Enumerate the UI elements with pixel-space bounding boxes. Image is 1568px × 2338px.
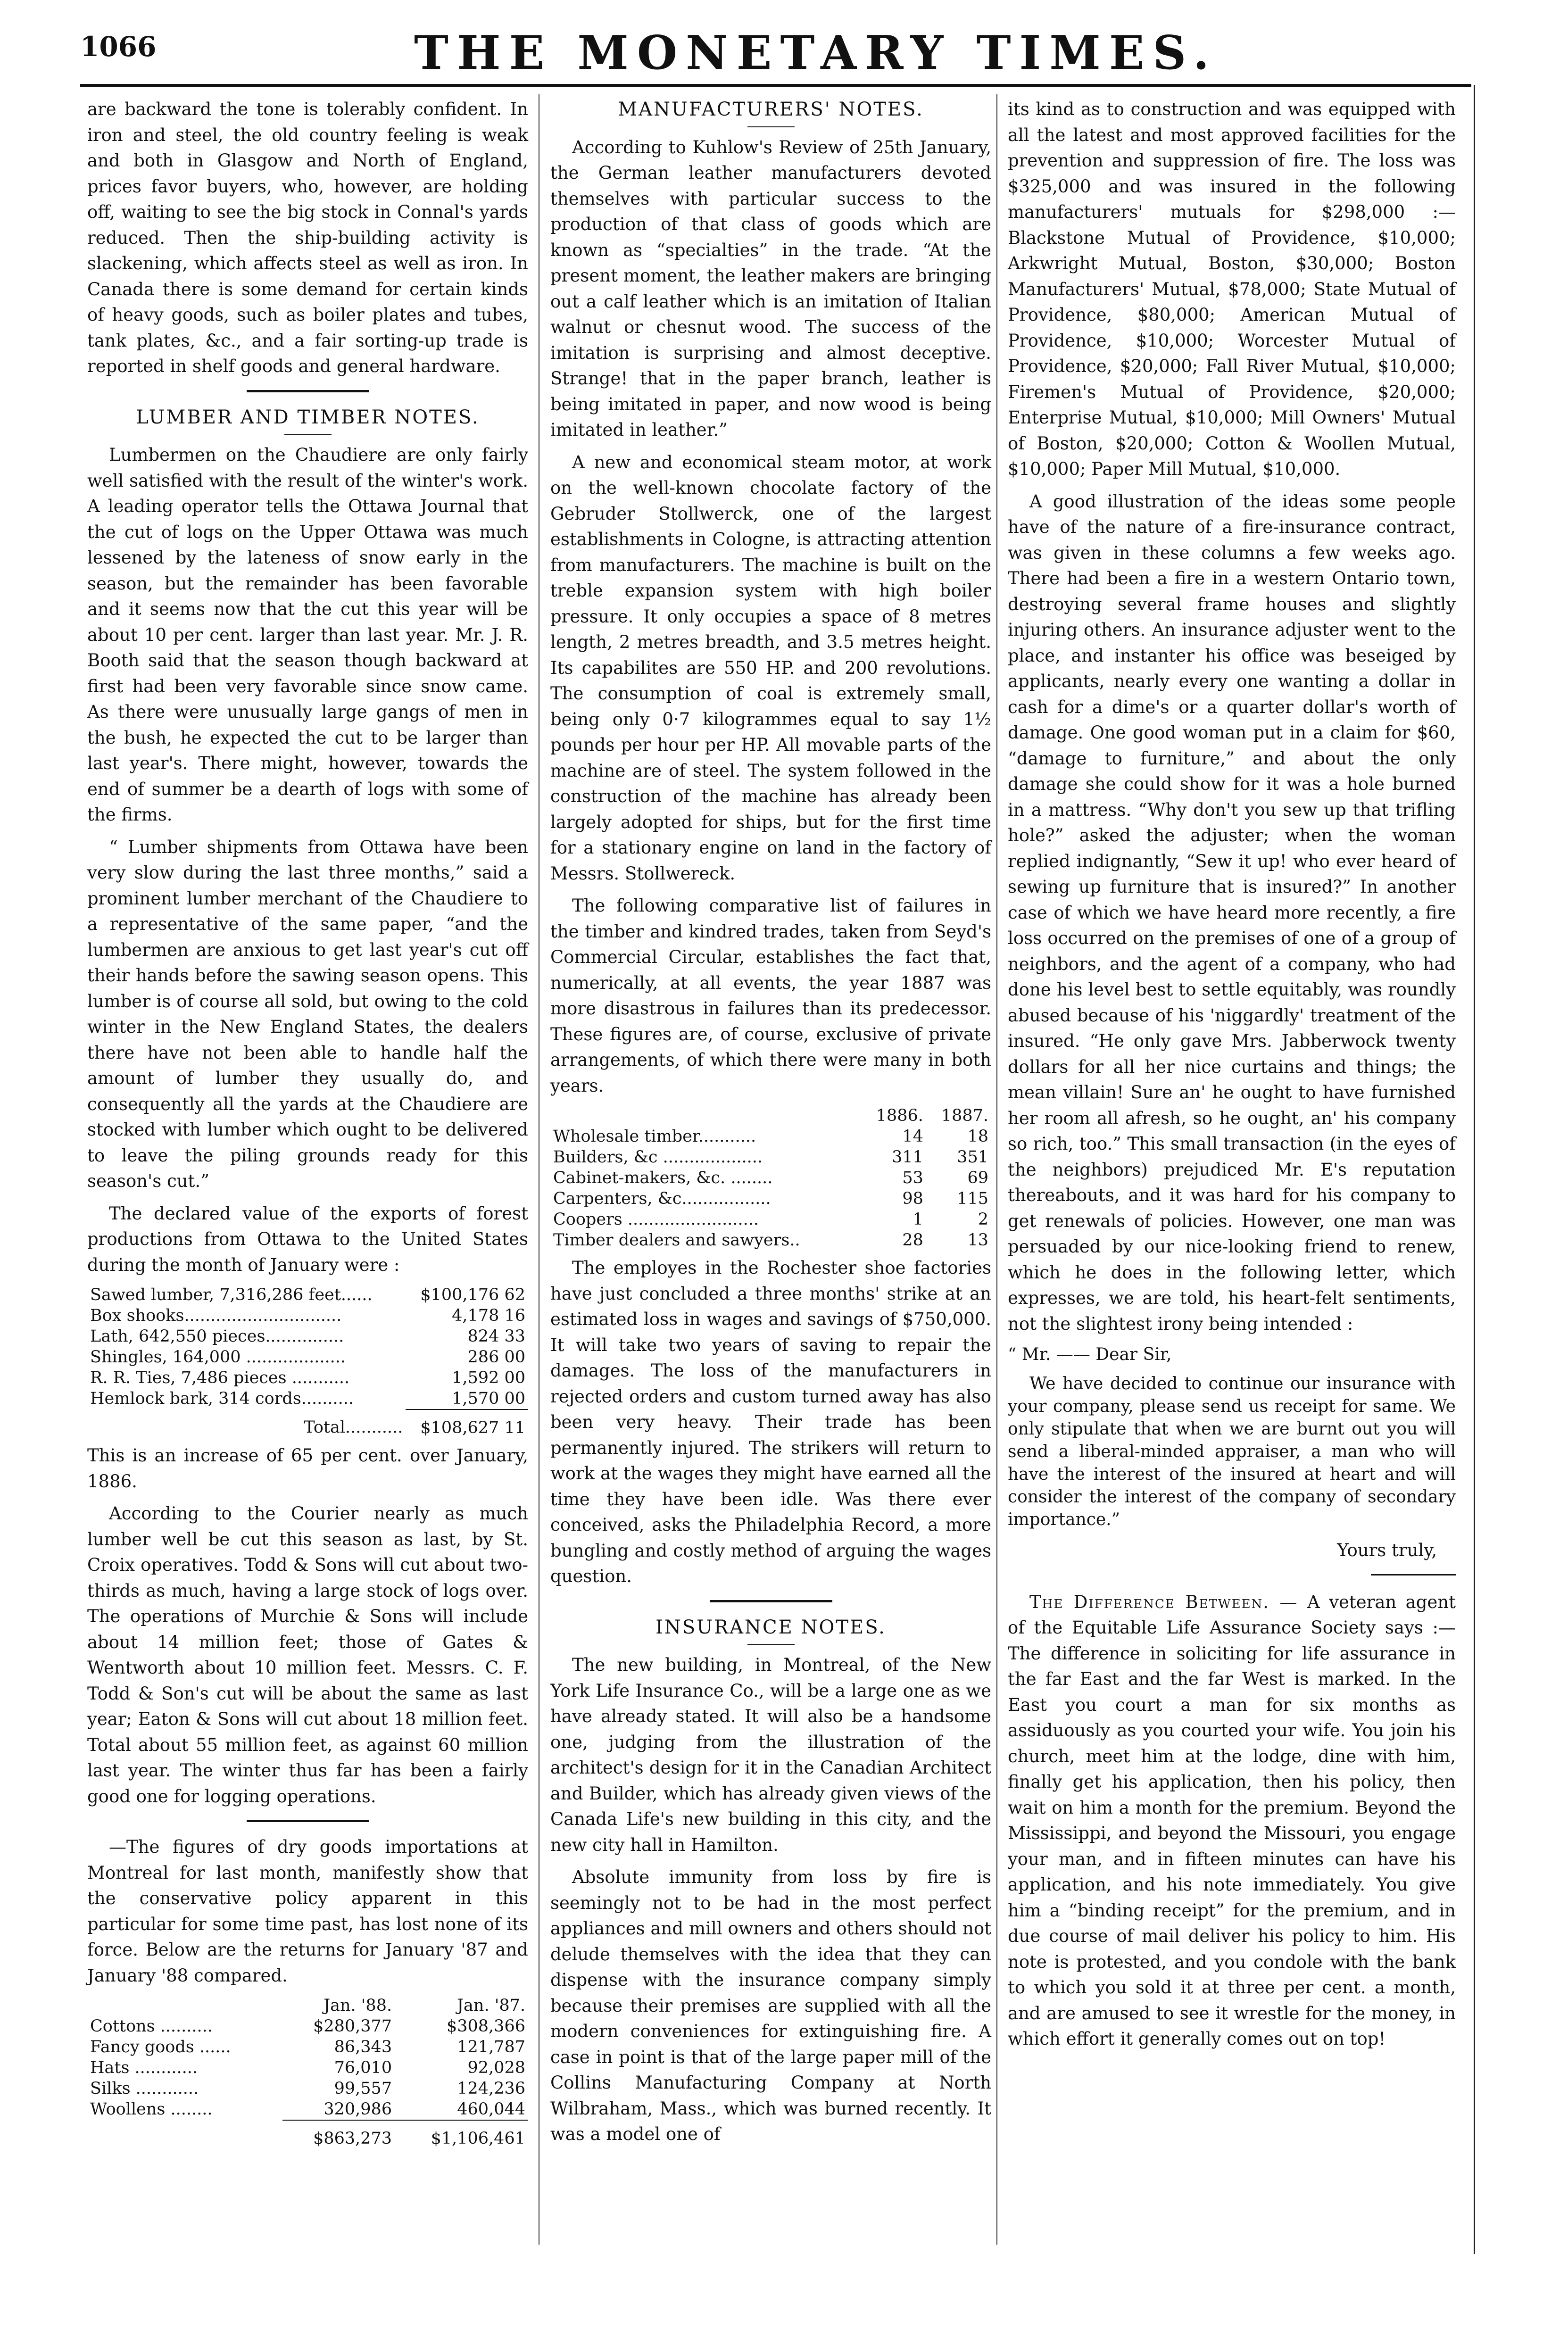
table-cell: $308,366 [446,2017,525,2036]
table-cell: $100,176 62 [420,1285,525,1304]
insurance-paragraph: Absolute immunity from loss by fire is seemingly not to be had in the most perfect appliances and mill owners and others should not delude themselves with the idea that they can dispense with the insurance company simply because their premises are supplied with all the modern conveniences for extinguishing fire. A case in point is that of the large paper mill of the Collins Manufacturing Company at North Wilbraham, Mass., which was burned recently. It was a model one of [550,1867,991,2144]
table-cell: 18 [967,1127,988,1146]
table-cell: 76,010 [334,2058,392,2077]
exports-total-row [87,1409,528,1438]
table-cell: Cabinet-makers, &c. ........ [553,1169,773,1187]
table-cell: Sawed lumber, 7,316,286 feet...... [90,1285,373,1304]
page-header [80,26,1471,83]
letter-signoff: Yours truly, [1337,1540,1437,1560]
table-row [87,1285,528,1305]
failures-header-row [550,1105,991,1126]
table-cell: 92,028 [467,2058,525,2077]
iron-steel-paragraph: are backward the tone is tolerably confident. In iron and steel, the old country feeling is weak and both in Glasgow and North of England, prices favor buyers, who, however, are holding off, waiting to see the big stock in Connal's yards reduced. Then the ship-building activity is slackening, which affects steel as well as iron. In Canada there is some demand for certain kinds of heavy goods, such as boiler plates and tubes, tank plates, &c., and a fair sorting-up trade is reported in shelf goods and general hardware. [87,99,528,376]
table-row [87,2037,528,2057]
table-row [87,2057,528,2078]
table-row [550,1168,991,1188]
table-cell: $280,377 [313,2017,392,2036]
table-cell: 99,557 [334,2079,392,2098]
table-cell: 69 [967,1169,988,1187]
table-cell: Lath, 642,550 pieces............... [90,1327,344,1346]
column-1 [87,97,528,2154]
table-cell: Coopers ......................... [553,1210,759,1229]
table-header: 1887. [941,1106,988,1125]
table-cell: 115 [957,1189,988,1208]
table-cell: Carpenters, &c................. [553,1189,771,1208]
table-row [550,1147,991,1168]
table-row [550,1209,991,1230]
manufacturers-paragraph: A new and economical steam motor, at work on the well-known chocolate factory of the Gebruder Stollwerck, one of the largest establishments in Cologne, is attracting attention from manufacturers. The machine is built on the treble expansion system with high boiler pressure. It only occupies a space of 8 metres length, 2 metres breadth, and 3.5 metres height. Its capabilites are 550 HP. and 200 revolutions. The consumption of coal is extremely small, being only 0·7 kilogrammes equal to say 1½ pounds per hour per HP. All movable parts of the machine are of steel. The system followed in the construction of the machine has already been largely adopted for ships, but for the first time for a stationary engine on land in the factory of Messrs. Stollwereck. [550,452,991,884]
exports-table [87,1285,528,1438]
manufacturers-heading: MANUFACTURERS' NOTES. [618,99,924,120]
table-cell: 1 [913,1210,923,1229]
table-row [87,2099,528,2120]
imports-total-row [87,2120,528,2149]
column-3 [1008,97,1456,2059]
table-cell: 53 [902,1169,923,1187]
table-row [550,1230,991,1251]
table-row [87,1388,528,1409]
insurance-paragraph: its kind as to construction and was equipped with all the latest and most approved facilities for the prevention and suppression of fire. The loss was $325,000 and was insured in the following manufacturers' mutuals for $298,000 :—Blackstone Mutual of Providence, $10,000; Arkwright Mutual, Boston, $30,000; Boston Manufacturers' Mutual, $78,000; State Mutual of Providence, $80,000; American Mutual of Providence, $10,000; Worcester Mutual of Providence, $20,000; Fall River Mutual, $10,000; Firemen's Mutual of Providence, $20,000; Enterprise Mutual, $10,000; Mill Owners' Mutual of Boston, $20,000; Cotton & Woollen Mutual, $10,000; Paper Mill Mutual, $10,000. [1008,99,1456,479]
lumber-paragraph: “ Lumber shipments from Ottawa have been very slow during the last three months,” said a prominent lumber merchant of the Chaudiere to a representative of the same paper, “and the lumbermen are anxious to get last year's cut off their hands before the sawing season opens. This lumber is of course all sold, but owing to the cold winter in the New England States, the dealers there have not been able to handle half the amount of lumber they usually do, and consequently all the yards at the Chaudiere are stocked with lumber which ought to be delivered to leave the piling grounds ready for this season's cut.” [87,837,528,1191]
dry-goods-paragraph: —The figures of dry goods importations at Montreal for last month, manifestly show that the conservative policy apparent in this particular for some time past, has lost none of its force. Below are the returns for January '87 and January '88 compared. [87,1837,528,1986]
imports-header-row [87,1995,528,2016]
column-divider [996,94,997,2245]
insurance-paragraph: The new building, in Montreal, of the New York Life Insurance Co., will be a large one as we have already stated. It will also be a handsome one, judging from the illustration of the architect's design for it in the Canadian Architect and Builder, which has already given views of the Canada Life's new building in this city, and the new city hall in Hamilton. [550,1655,991,1855]
lumber-paragraph: This is an increase of 65 per cent. over January, 1886. [87,1445,528,1492]
table-row [87,1368,528,1388]
section-rule [247,1820,369,1822]
table-header [550,1105,861,1126]
imports-total-jan87: $1,106,461 [395,2120,528,2149]
imports-total-jan88: $863,273 [282,2120,395,2149]
difference-text: A veteran agent of the Equitable Life Assurance Society says :—The difference in soliciting for life assurance in the far East and the far West is marked. In the East you court a man for six months as assiduously as you courted your wife. You join his church, meet him at the lodge, dine with him, finally get his application, then his policy, then wait on him a month for the premium. Beyond the Mississippi, and beyond the Missouri, you engage your man, and in fifteen minutes can have his application, and his note immediately. You give him a “binding receipt” for the premium, and in due course of mail deliver his policy to him. His note is protested, and you condole with the bank to which you sold it at three per cent. a month, and are amused to see it wrestle for the money, in which effort it generally comes out on top! [1008,1592,1456,2049]
table-cell: 14 [902,1127,923,1146]
masthead: THE MONETARY TIMES. [414,26,1218,80]
table-header: 1886. [876,1106,923,1125]
heading-rule [747,126,795,127]
table-cell: 124,236 [457,2079,525,2098]
table-cell [87,2120,282,2149]
signature-rule [1371,1574,1456,1575]
table-cell: 28 [902,1231,923,1250]
lumber-paragraph: According to the Courier nearly as much lumber well be cut this season as last, by St. Croix operatives. Todd & Sons will cut about two-thirds as much, having a large stock of logs over. The operations of Murchie & Sons will include about 14 million feet; those of Gates & Wentworth about 10 million feet. Messrs. C. F. Todd & Son's cut will be about the same as last year; Eaton & Sons will cut about 18 million feet. Total about 55 million feet, as against 60 million last year. The winter thus far has been a fairly good one for logging operations. [87,1503,528,1807]
table-header: Jan. '87. [457,1996,525,2015]
table-cell: 1,570 00 [452,1389,525,1408]
table-cell: 2 [978,1210,988,1229]
heading-rule [747,1644,795,1645]
table-cell: 320,986 [324,2100,392,2119]
table-cell: Hats ............ [90,2058,198,2077]
insurance-paragraph: A good illustration of the ideas some people have of the nature of a fire-insurance contract, was given in these columns a few weeks ago. There had been a fire in a western Ontario town, destroying several frame houses and slightly injuring others. An insurance adjuster went to the place, and instanter his office was beseiged by applicants, nearly every one wanting a dollar in cash for a dime's or a quarter dollar's worth of damage. One good woman put in a claim for $60, “damage to furniture,” and about the only damage she could show for it was a hole burned in a mattress. “Why don't you sew up that trifling hole?” asked the adjuster; when the woman replied indignantly, “Sew it up! who ever heard of sewing up furniture that is insured?” In another case of which we have heard more recently, a fire loss occurred on the premises of one of a group of neighbors, and the agent of a company, who had done his level best to settle equitably, was roundly abused because of his 'niggardly' treatment of the insured. “He only gave Mrs. Jabberwock twenty dollars for all her nice curtains and things; the mean villain! Sure an' he ought to have furnished her room all afresh, so he ought, an' his company so rich, too.” This small transaction (in the eyes of the neighbors) prejudiced Mr. E's reputation thereabouts, and it was hard for his company to get renewals of policies. However, one man was persuaded by our nice-looking friend to renew, which he does in the following letter, which expresses, we are told, his heart-felt sentiments, not the slightest irony being intended : [1008,491,1456,1334]
manufacturers-paragraph: The employes in the Rochester shoe factories have just concluded a three months' strike at an estimated loss in wages and savings of $750,000. It will take two years of saving to repair the damages. The loss of the manufacturers in rejected orders and custom turned away has also been very heavy. Their trade has been permanently injured. The strikers will return to work at the wages they might have earned all the time they have been idle. Was there ever conceived, asks the Philadelphia Record, a more bungling and costly method of arguing the wages question. [550,1258,991,1586]
table-cell: Fancy goods ...... [90,2038,231,2056]
table-cell: 98 [902,1189,923,1208]
table-cell: Builders, &c ................... [553,1148,763,1167]
table-row [87,1305,528,1326]
table-cell: Silks ............ [90,2079,199,2098]
table-header [87,1995,282,2016]
header-rule [80,84,1471,87]
failures-table [550,1105,991,1251]
heading-rule [284,434,332,435]
section-rule [710,1600,832,1602]
exports-total-value: $108,627 11 [406,1409,528,1438]
table-cell: Timber dealers and sawyers.. [553,1231,800,1250]
lumber-paragraph: Lumbermen on the Chaudiere are only fairly well satisfied with the result of the winter's work. A leading operator tells the Ottawa Journal that the cut of logs on the Upper Ottawa was much lessened by the lateness of snow early in the season, but the remainder has been favorable and it seems now that the cut this year will be about 10 per cent. larger than last year. Mr. J. R. Booth said that the season though backward at first had been very favorable since snow came. As there were unusually large gangs of men in the bush, he expected the cut to be larger than last year's. There might, however, towards the end of summer be a dearth of logs with some of the firms. [87,445,528,825]
table-row [87,2078,528,2099]
table-cell: 351 [957,1148,988,1167]
imports-table [87,1995,528,2149]
table-cell: 121,787 [457,2038,525,2056]
difference-paragraph [1008,1590,1456,2052]
table-cell: 13 [967,1231,988,1250]
table-cell: R. R. Ties, 7,486 pieces ........... [90,1368,350,1387]
table-header: Jan. '88. [324,1996,392,2015]
table-cell: 4,178 16 [452,1306,525,1325]
table-cell: Box shooks.............................. [90,1306,342,1325]
table-row [550,1188,991,1209]
letter-salutation: “ Mr. —— Dear Sir, [1008,1345,1172,1364]
quoted-letter [1008,1343,1456,1531]
letter-body: We have decided to continue our insurance with your company, please send us receipt for same. We only stipulate that when we are burnt out you will send a liberal-minded appraiser, a man who will have the interest of the insured at heart and will consider the interest of the company of secondary importance.” [1008,1374,1456,1529]
lumber-heading: LUMBER AND TIMBER NOTES. [136,406,480,428]
difference-lead: The Difference Between. — [1029,1592,1298,1612]
table-cell: 311 [892,1148,923,1167]
table-row [87,1326,528,1347]
page-number: 1066 [80,31,157,63]
table-cell: Woollens ........ [90,2100,213,2119]
exports-total-label: Total........... [304,1418,403,1437]
table-cell: 1,592 00 [452,1368,525,1387]
lumber-paragraph: The declared value of the exports of forest productions from Ottawa to the United States during the month of January were : [87,1203,528,1275]
manufacturers-paragraph: The following comparative list of failures in the timber and kindred trades, taken from Seyd's Commercial Circular, establishes the fact that, numerically, at all events, the year 1887 was more disastrous in failures than its predecessor. These figures are, of course, exclusive of private arrangements, of which there were many in both years. [550,895,991,1096]
table-row [87,2016,528,2037]
table-cell: Wholesale timber........... [553,1127,756,1146]
table-cell: 86,343 [334,2038,392,2056]
table-cell: 286 00 [467,1348,525,1367]
table-row [550,1126,991,1147]
manufacturers-paragraph: According to Kuhlow's Review of 25th January, the German leather manufacturers devoted themselves with particular success to the production of that class of goods which are known as “specialties” in the trade. “At the present moment, the leather makers are bringing out a calf leather which is an imitation of Italian walnut or chesnut wood. The success of the imitation is surprising and almost deceptive. Strange! that in the paper branch, leather is being imitated in paper, and now wood is being imitated in leather.” [550,137,991,440]
column-2 [550,97,991,2154]
table-cell: 460,044 [457,2100,525,2119]
section-rule [247,390,369,392]
table-cell: 824 33 [467,1327,525,1346]
table-cell: Hemlock bark, 314 cords.......... [90,1389,354,1408]
page-edge-line [1474,85,1475,2254]
table-row [87,1347,528,1368]
insurance-heading: INSURANCE NOTES. [655,1616,886,1638]
table-cell: Shingles, 164,000 ................... [90,1348,346,1367]
table-cell: Cottons .......... [90,2017,213,2036]
